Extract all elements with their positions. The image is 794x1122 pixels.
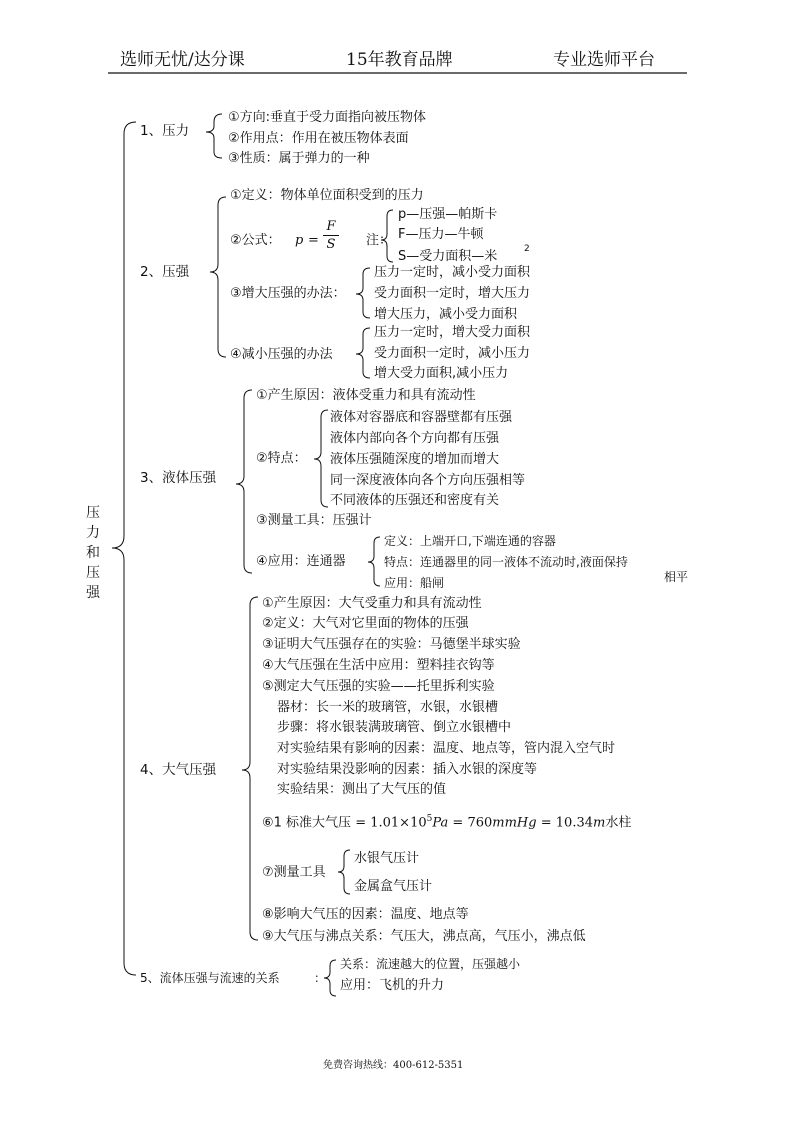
s2-title: 2、压强	[140, 264, 190, 280]
s4-formula-a: 1.01×10	[370, 815, 427, 831]
root-title-char: 压	[86, 565, 100, 581]
s4-line: ③证明大气压强存在的实验：马德堡半球实验	[262, 637, 521, 652]
s2-formula-fraction	[323, 220, 339, 251]
s5-item: 关系：流速越大的位置，压强越小	[340, 957, 521, 971]
s4-sub-line: 器材：长一米的玻璃管，水银，水银槽	[277, 700, 499, 715]
s4-line: ④大气压强在生活中应用：塑料挂衣钩等	[262, 658, 495, 673]
root-title	[84, 503, 102, 603]
s3-feature-item: 不同液体的压强还和密度有关	[330, 493, 500, 508]
s5-item: 应用：飞机的升力	[340, 978, 445, 993]
s2-decrease-item: 受力面积一定时，减小压力	[374, 346, 531, 361]
s4-formula-c: 10.34	[555, 815, 593, 831]
s3-app-label: ④应用：连通器	[256, 554, 346, 569]
s3-feature-item: 同一深度液体向各个方向压强相等	[330, 473, 526, 488]
s2-increase-label: ③增大压强的办法：	[230, 286, 346, 301]
s3-app-item: 应用：船闸	[384, 576, 445, 590]
root-title-char: 力	[86, 525, 100, 541]
s2-note-superscript: 2	[524, 244, 530, 254]
s3-app-continuation: 相平	[664, 570, 689, 584]
s5-colon: ：	[314, 971, 327, 985]
inc-brace	[356, 268, 370, 318]
fraction-denominator: S	[326, 237, 336, 252]
s2-increase-item: 受力面积一定时，增大压力	[374, 286, 531, 301]
s2-decrease-label: ④减小压强的办法	[230, 347, 333, 362]
s4-title: 4、大气压强	[140, 762, 217, 778]
s3-feature-item: 液体内部向各个方向都有压强	[330, 431, 500, 446]
s4-line-8: ⑧影响大气压的因素：温度、地点等	[262, 907, 469, 922]
s2-formula-eq: =	[308, 233, 319, 248]
root-title-char: 强	[86, 585, 100, 601]
s2-note: S—受力面积—米	[398, 249, 498, 264]
s2-formula-label: ②公式：	[230, 233, 281, 248]
footer-hotline: 免费咨询热线：400-612-5351	[323, 1060, 464, 1071]
s1-brace	[206, 114, 222, 158]
s1-title: 1、压力	[140, 123, 190, 139]
s2-brace	[210, 197, 226, 357]
header-left: 选师无忧/达分课	[120, 50, 245, 70]
s3-feature-label: ②特点：	[256, 451, 307, 466]
s4-line-9: ⑨大气压与沸点关系：气压大，沸点高，气压小，沸点低	[262, 929, 586, 944]
s4-line: ②定义：大气对它里面的物体的压强	[262, 616, 469, 631]
s1-item: ①方向:垂直于受力面指向被压物体	[228, 110, 427, 125]
s4-sub-line: 对实验结果没影响的因素：插入水银的深度等	[277, 762, 538, 777]
tool-brace	[338, 850, 350, 894]
s3-tool: ③测量工具：压强计	[256, 513, 372, 528]
s4-formula-unit-mmhg: mmHg	[492, 815, 537, 831]
s4-formula-label: ⑥1 标准大气压	[262, 815, 352, 831]
s3-app-item: 定义：上端开口,下端连通的容器	[384, 534, 556, 548]
formula-eq: =	[536, 815, 556, 831]
s2-note: F—压力—牛顿	[398, 227, 484, 242]
s4-sub-line: 步骤：将水银装满玻璃管、倒立水银槽中	[277, 720, 512, 735]
s2-definition: ①定义：物体单位面积受到的压力	[230, 188, 424, 203]
s4-tool-item: 金属盒气压计	[354, 879, 433, 894]
s4-sub-line: 实验结果：测出了大气压的值	[277, 782, 447, 797]
root-title-char: 压	[86, 505, 100, 521]
s3-cause: ①产生原因：液体受重力和具有流动性	[256, 388, 476, 403]
s5-title: 5、流体压强与流速的关系	[140, 971, 280, 985]
s4-tool-item: 水银气压计	[354, 851, 420, 866]
s2-formula-p: p	[295, 233, 304, 248]
root-brace	[112, 122, 136, 975]
s2-note: p—压强—帕斯卡	[398, 207, 498, 222]
s3-app-item: 特点：连通器里的同一液体不流动时,液面保持	[384, 555, 628, 569]
s4-formula-exp: 5	[426, 814, 433, 824]
s4-formula-b: 760	[467, 815, 493, 831]
s4-formula-unit-m: m	[593, 815, 606, 831]
s4-brace	[242, 597, 258, 940]
formula-eq: =	[351, 815, 371, 831]
s4-line: ⑤测定大气压强的实验——托里拆利实验	[262, 679, 495, 694]
s3-feature-item: 液体压强随深度的增加而增大	[330, 452, 500, 467]
s2-note-label: 注：	[366, 233, 393, 248]
s1-item: ②作用点：作用在被压物体表面	[228, 131, 409, 146]
s3-feature-item: 液体对容器底和容器壁都有压强	[330, 410, 513, 425]
s4-formula-unit-pa: Pa	[432, 815, 449, 831]
header-right: 专业选师平台	[553, 50, 655, 70]
s2-increase-item: 压力一定时，减小受力面积	[374, 265, 531, 280]
s3-title: 3、液体压强	[140, 470, 217, 486]
s4-formula	[262, 815, 631, 829]
s4-line: ①产生原因：大气受重力和具有流动性	[262, 596, 482, 611]
feat-brace	[314, 410, 328, 507]
s4-formula-tail: 水柱	[605, 815, 632, 831]
s4-sub-line: 对实验结果有影响的因素：温度、地点等，管内混入空气时	[277, 741, 616, 756]
root-title-char: 和	[86, 545, 100, 561]
s3-brace	[236, 390, 252, 573]
header-center: 15年教育品牌	[346, 50, 453, 70]
dec-brace	[356, 328, 370, 378]
s1-item: ③性质：属于弹力的一种	[228, 151, 370, 166]
s2-increase-item: 增大压力，减小受力面积	[374, 307, 518, 322]
s2-decrease-item: 增大受力面积,减小压力	[374, 366, 509, 381]
s2-decrease-item: 压力一定时，增大受力面积	[374, 325, 531, 340]
s4-tool-label: ⑦测量工具	[262, 865, 326, 880]
formula-eq: =	[448, 815, 468, 831]
fraction-numerator: F	[323, 220, 339, 236]
app-brace	[368, 537, 380, 586]
